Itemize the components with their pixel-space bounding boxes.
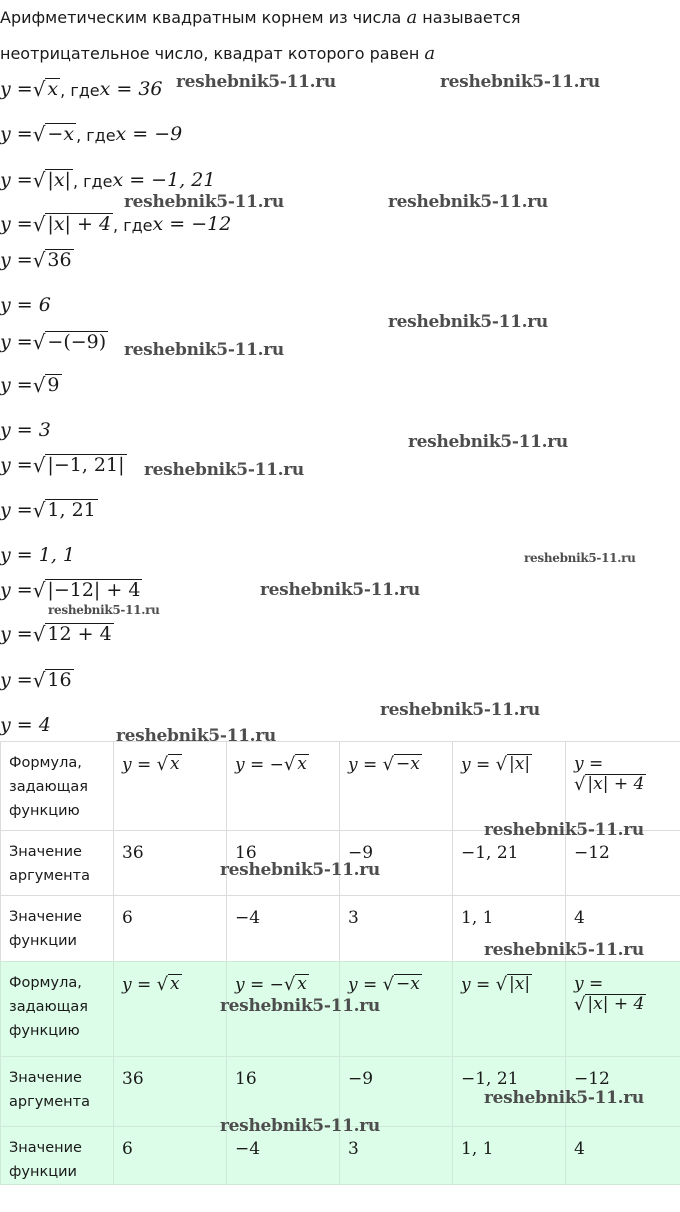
watermark: reshebnik5-11.ru xyxy=(388,312,548,332)
step-1: y = √ 36 xyxy=(0,248,72,273)
sqrt: √ |−1, 21| xyxy=(32,453,125,478)
equation-3: y = √ |x| , где x = −1, 21 xyxy=(0,168,216,193)
variable-a: a xyxy=(424,43,436,64)
step-10: y = √ 12 + 4 xyxy=(0,622,112,647)
sqrt: √ x xyxy=(156,754,180,775)
sqrt: √ 12 + 4 xyxy=(32,622,112,647)
answer-table xyxy=(0,741,680,962)
table-cell: 4 xyxy=(566,896,680,962)
watermark: reshebnik5-11.ru xyxy=(380,700,540,720)
definition-line-1: Арифметическим квадратным корнем из числа a называется xyxy=(0,7,521,28)
table-cell: −12 xyxy=(566,831,680,896)
sqrt: √ |x| + 4 xyxy=(32,212,112,237)
answer-table-highlighted xyxy=(0,961,680,1185)
sqrt: √ |x| xyxy=(495,754,531,775)
watermark: reshebnik5-11.ru xyxy=(48,603,160,617)
formula-cell: y = √ −x xyxy=(340,742,453,831)
sqrt: √ x xyxy=(283,974,307,995)
table-cell: −1, 21 xyxy=(453,1057,566,1127)
sqrt: √ −(−9) xyxy=(32,330,107,355)
table-cell: 4 xyxy=(566,1127,680,1185)
watermark: reshebnik5-11.ru xyxy=(144,460,304,480)
row-label: Формула, задающая функцию xyxy=(1,962,114,1057)
watermark: reshebnik5-11.ru xyxy=(220,996,380,1016)
formula-cell: y = √ −x xyxy=(340,962,453,1057)
watermark: reshebnik5-11.ru xyxy=(124,192,284,212)
step-4: y = √ 9 xyxy=(0,373,60,398)
table-cell: −4 xyxy=(227,896,340,962)
step-2: y = 6 xyxy=(0,294,51,316)
sqrt: √ −x xyxy=(382,754,420,775)
sqrt: √ −x xyxy=(382,974,420,995)
watermark: reshebnik5-11.ru xyxy=(484,940,644,960)
row-label: Формула, задающая функцию xyxy=(1,742,114,831)
row-label: Значение аргумента xyxy=(1,1057,114,1127)
table-cell: −12 xyxy=(566,1057,680,1127)
watermark: reshebnik5-11.ru xyxy=(440,72,600,92)
sqrt: √ 36 xyxy=(32,248,72,273)
row-label: Значение функции xyxy=(1,1127,114,1185)
table-cell: 1, 1 xyxy=(453,1127,566,1185)
watermark: reshebnik5-11.ru xyxy=(116,726,276,746)
step-6: y = √ |−1, 21| xyxy=(0,453,125,478)
formula-cell: y = √ |x| + 4 xyxy=(566,742,680,831)
table-cell: −9 xyxy=(340,831,453,896)
formula-cell: y = − √ x xyxy=(227,962,340,1057)
step-12: y = 4 xyxy=(0,714,51,736)
step-7: y = √ 1, 21 xyxy=(0,498,96,523)
row-label: Значение аргумента xyxy=(1,831,114,896)
formula-cell: y = √ |x| + 4 xyxy=(566,962,680,1057)
watermark: reshebnik5-11.ru xyxy=(220,1116,380,1136)
formula-cell: y = √ |x| xyxy=(453,742,566,831)
table-cell: 16 xyxy=(227,1057,340,1127)
sqrt: √ |−12| + 4 xyxy=(32,578,141,603)
step-3: y = √ −(−9) xyxy=(0,330,107,355)
watermark: reshebnik5-11.ru xyxy=(484,820,644,840)
table-cell: 36 xyxy=(114,831,227,896)
watermark: reshebnik5-11.ru xyxy=(388,192,548,212)
equation-1: y = √ x , где x = 36 xyxy=(0,77,163,102)
sqrt: √ |x| + 4 xyxy=(574,994,645,1015)
table-cell: −9 xyxy=(340,1057,453,1127)
watermark: reshebnik5-11.ru xyxy=(524,551,636,565)
sqrt: √ 1, 21 xyxy=(32,498,96,523)
table-cell: 6 xyxy=(114,896,227,962)
sqrt: √ |x| xyxy=(495,974,531,995)
formula-cell: y = √ x xyxy=(114,742,227,831)
sqrt: √ x xyxy=(156,974,180,995)
table-cell: 1, 1 xyxy=(453,896,566,962)
formula-cell: y = √ x xyxy=(114,962,227,1057)
sqrt: √ |x| + 4 xyxy=(574,774,645,795)
definition-line-2: неотрицательное число, квадрат которого равен a xyxy=(0,43,436,64)
table-cell: −4 xyxy=(227,1127,340,1185)
sqrt: √ |x| xyxy=(32,168,71,193)
table-cell: 36 xyxy=(114,1057,227,1127)
table-cell: −1, 21 xyxy=(453,831,566,896)
watermark: reshebnik5-11.ru xyxy=(220,860,380,880)
table-cell: 3 xyxy=(340,896,453,962)
sqrt: √ x xyxy=(283,754,307,775)
equation-2: y = √ −x , где x = −9 xyxy=(0,122,183,147)
equation-4: y = √ |x| + 4 , где x = −12 xyxy=(0,212,232,237)
table-row-formula xyxy=(1,742,680,831)
watermark: reshebnik5-11.ru xyxy=(260,580,420,600)
step-9: y = √ |−12| + 4 xyxy=(0,578,141,603)
variable-a: a xyxy=(406,7,418,28)
watermark: reshebnik5-11.ru xyxy=(484,1088,644,1108)
sqrt: √ 9 xyxy=(32,373,60,398)
formula-cell: y = − √ x xyxy=(227,742,340,831)
watermark: reshebnik5-11.ru xyxy=(176,72,336,92)
step-5: y = 3 xyxy=(0,419,51,441)
row-label: Значение функции xyxy=(1,896,114,962)
table-cell: 16 xyxy=(227,831,340,896)
table-cell: 6 xyxy=(114,1127,227,1185)
table-cell: 3 xyxy=(340,1127,453,1185)
formula-cell: y = √ |x| xyxy=(453,962,566,1057)
step-8: y = 1, 1 xyxy=(0,544,75,566)
step-11: y = √ 16 xyxy=(0,668,72,693)
sqrt: √ 16 xyxy=(32,668,72,693)
watermark: reshebnik5-11.ru xyxy=(124,340,284,360)
sqrt: √ x xyxy=(32,77,59,102)
sqrt: √ −x xyxy=(32,122,75,147)
watermark: reshebnik5-11.ru xyxy=(408,432,568,452)
